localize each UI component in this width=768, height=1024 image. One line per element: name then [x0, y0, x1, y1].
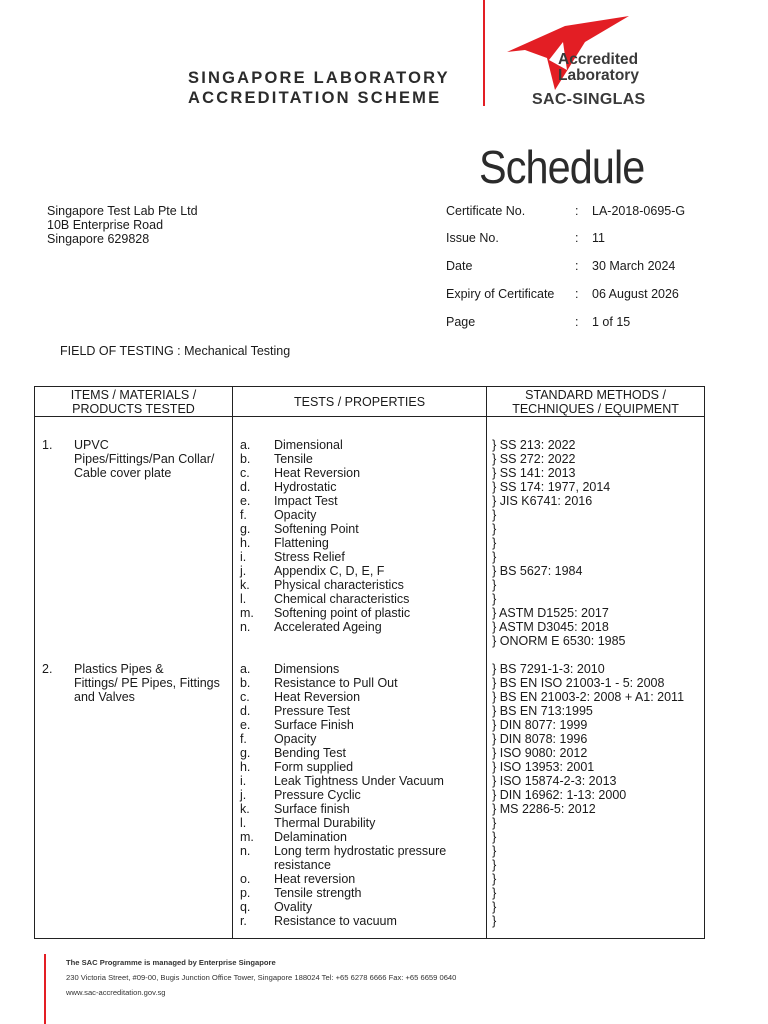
- header-tests: TESTS / PROPERTIES: [232, 387, 486, 417]
- test-letter: n.: [239, 620, 251, 634]
- standard-method: }: [492, 522, 497, 536]
- test-name: Softening point of plastic: [273, 606, 411, 620]
- meta-label: Expiry of Certificate: [446, 287, 555, 301]
- address-line: Singapore Test Lab Pte Ltd: [47, 204, 198, 218]
- footer-website-link[interactable]: www.sac-accreditation.gov.sg: [66, 988, 166, 997]
- test-name: Bending Test: [273, 746, 346, 760]
- test-name: Tensile: [273, 452, 313, 466]
- document-title: Schedule: [479, 141, 645, 193]
- standards-cell: [487, 648, 705, 939]
- meta-colon: :: [575, 287, 579, 301]
- test-letter: r.: [239, 914, 247, 928]
- test-name: resistance: [273, 858, 331, 872]
- item-name-line: Fittings/ PE Pipes, Fittings: [74, 676, 220, 690]
- table-row: [35, 648, 705, 939]
- header-items: [35, 387, 233, 417]
- test-name: Form supplied: [273, 760, 354, 774]
- item-name-line: Plastics Pipes &: [74, 662, 164, 676]
- test-name: Physical characteristics: [273, 578, 404, 592]
- test-name: Chemical characteristics: [273, 592, 410, 606]
- logo-accredited: Accredited: [558, 51, 639, 68]
- meta-value: LA-2018-0695-G: [592, 204, 686, 218]
- test-letter: a.: [239, 662, 251, 676]
- meta-label: Issue No.: [446, 231, 499, 245]
- test-letter: h.: [239, 760, 251, 774]
- address-line: 10B Enterprise Road: [47, 218, 164, 232]
- test-item: [233, 788, 486, 802]
- scheme-title: [188, 68, 450, 108]
- test-letter: l.: [239, 816, 247, 830]
- header-standards-line: STANDARD METHODS /: [525, 387, 666, 402]
- item-number: 1.: [42, 438, 53, 452]
- item-cell: [35, 648, 233, 939]
- standard-method: } ISO 9080: 2012: [492, 746, 588, 760]
- test-item: [233, 466, 486, 480]
- standard-method: } DIN 16962: 1-13: 2000: [492, 788, 627, 802]
- header-standards: [487, 387, 705, 417]
- test-item: [233, 480, 486, 494]
- test-letter: i.: [239, 774, 247, 788]
- meta-value: 1 of 15: [592, 315, 631, 329]
- meta-value: 06 August 2026: [592, 287, 679, 301]
- test-name: Tensile strength: [273, 886, 362, 900]
- test-item: [233, 718, 486, 732]
- meta-colon: :: [575, 231, 579, 245]
- test-name: Flattening: [273, 536, 329, 550]
- test-item: [233, 438, 486, 452]
- header-standards-line: TECHNIQUES / EQUIPMENT: [512, 401, 679, 416]
- meta-colon: :: [575, 259, 579, 273]
- test-item: [233, 914, 486, 928]
- test-letter: b.: [239, 452, 251, 466]
- item-name-line: Pipes/Fittings/Pan Collar/: [74, 452, 215, 466]
- test-item: [233, 704, 486, 718]
- standard-method: }: [492, 900, 497, 914]
- standard-method: }: [492, 550, 497, 564]
- standards-cell: [487, 417, 705, 649]
- footer-managed-by: The SAC Programme is managed by Enterprise Singapore: [66, 958, 276, 967]
- test-item: [233, 620, 486, 634]
- test-letter: c.: [239, 466, 250, 480]
- test-item: [233, 816, 486, 830]
- standard-method: } SS 174: 1977, 2014: [492, 480, 611, 494]
- test-name: Pressure Test: [273, 704, 351, 718]
- test-item: [233, 578, 486, 592]
- test-item: [233, 676, 486, 690]
- item-name-line: UPVC: [74, 438, 109, 452]
- test-name: Resistance to vacuum: [273, 914, 397, 928]
- meta-value: 11: [592, 231, 605, 245]
- standard-method: }: [492, 872, 497, 886]
- test-item: [233, 886, 486, 900]
- header-divider: [483, 0, 485, 106]
- test-name: Heat Reversion: [273, 466, 361, 480]
- meta-label: Date: [446, 259, 473, 273]
- standard-method: } MS 2286-5: 2012: [492, 802, 596, 816]
- meta-colon: :: [575, 315, 579, 329]
- item-cell: [35, 417, 233, 649]
- standard-method: } BS EN 21003-2: 2008 + A1: 2011: [492, 690, 685, 704]
- standard-method: } ASTM D1525: 2017: [492, 606, 609, 620]
- test-letter: d.: [239, 704, 251, 718]
- test-name: Opacity: [273, 508, 317, 522]
- standard-method: } ASTM D3045: 2018: [492, 620, 609, 634]
- test-letter: k.: [239, 802, 250, 816]
- meta-colon: :: [575, 204, 579, 218]
- standard-method: } ISO 13953: 2001: [492, 760, 595, 774]
- test-name: Surface Finish: [273, 718, 354, 732]
- standard-method: } SS 141: 2013: [492, 466, 576, 480]
- standard-method: }: [492, 578, 497, 592]
- test-name: Dimensional: [273, 438, 343, 452]
- scheme-title-line1: SINGAPORE LABORATORY: [188, 69, 450, 87]
- test-letter: f.: [239, 732, 247, 746]
- test-letter: b.: [239, 676, 251, 690]
- test-name: Ovality: [273, 900, 313, 914]
- standard-method: } ONORM E 6530: 1985: [492, 634, 626, 648]
- test-letter: d.: [239, 480, 251, 494]
- tests-cell: [232, 417, 486, 649]
- test-item: [233, 508, 486, 522]
- test-letter: j.: [239, 788, 247, 802]
- standard-method: } BS EN 713:1995: [492, 704, 593, 718]
- test-letter: o.: [239, 872, 251, 886]
- standard-method: } SS 272: 2022: [492, 452, 576, 466]
- test-item: [233, 592, 486, 606]
- meta-value: 30 March 2024: [592, 259, 676, 273]
- test-name: Hydrostatic: [273, 480, 337, 494]
- table-header-row: [35, 387, 705, 417]
- test-item: [233, 844, 486, 858]
- test-letter: m.: [239, 606, 254, 620]
- test-item: [233, 452, 486, 466]
- test-item: [233, 900, 486, 914]
- test-letter: q.: [239, 900, 251, 914]
- test-name: Stress Relief: [273, 550, 345, 564]
- test-item: [233, 494, 486, 508]
- test-name: Leak Tightness Under Vacuum: [273, 774, 444, 788]
- footer: [66, 955, 456, 1000]
- test-item: [233, 536, 486, 550]
- item-number: 2.: [42, 662, 53, 676]
- test-letter: e.: [239, 718, 251, 732]
- test-name: Delamination: [273, 830, 347, 844]
- test-item: [233, 564, 486, 578]
- test-name: Resistance to Pull Out: [273, 676, 398, 690]
- standard-method: }: [492, 886, 497, 900]
- test-name: Dimensions: [273, 662, 340, 676]
- test-letter: l.: [239, 592, 247, 606]
- table-row: [35, 417, 705, 649]
- test-item: [233, 760, 486, 774]
- test-letter: g.: [239, 746, 251, 760]
- standard-method: }: [492, 830, 497, 844]
- standard-method: }: [492, 508, 497, 522]
- meta-label: Page: [446, 315, 476, 329]
- tests-cell: [232, 648, 486, 939]
- test-name: Heat reversion: [273, 872, 356, 886]
- test-name: Heat Reversion: [273, 690, 361, 704]
- address-line: Singapore 629828: [47, 232, 150, 246]
- logo-sac-singlas: SAC-SINGLAS: [532, 91, 646, 108]
- test-item: [233, 606, 486, 620]
- test-name: Impact Test: [273, 494, 338, 508]
- test-letter: e.: [239, 494, 251, 508]
- test-letter: k.: [239, 578, 250, 592]
- footer-address: 230 Victoria Street, #09-00, Bugis Junction Office Tower, Singapore 188024 Tel: +65 6278 6666 Fax: +65 6659 0640: [66, 973, 457, 982]
- test-item: [233, 872, 486, 886]
- footer-divider: [44, 954, 46, 1024]
- logo-laboratory: Laboratory: [558, 67, 639, 84]
- header-items-line: PRODUCTS TESTED: [72, 401, 195, 416]
- item-name-line: and Valves: [74, 690, 135, 704]
- test-item: [233, 746, 486, 760]
- meta-label: Certificate No.: [446, 204, 526, 218]
- schedule-table: [34, 386, 705, 939]
- test-item: [233, 732, 486, 746]
- test-item: [233, 802, 486, 816]
- standard-method: } BS 7291-1-3: 2010: [492, 662, 605, 676]
- test-name: Pressure Cyclic: [273, 788, 361, 802]
- standard-method: } BS EN ISO 21003-1 - 5: 2008: [492, 676, 665, 690]
- test-letter: m.: [239, 830, 254, 844]
- standard-method: } BS 5627: 1984: [492, 564, 583, 578]
- header-items-line: ITEMS / MATERIALS /: [70, 387, 197, 402]
- standard-method: } SS 213: 2022: [492, 438, 576, 452]
- test-item: [233, 774, 486, 788]
- test-item: [233, 690, 486, 704]
- test-letter: a.: [239, 438, 251, 452]
- test-letter: g.: [239, 522, 251, 536]
- test-name: Opacity: [273, 732, 317, 746]
- test-letter: c.: [239, 690, 250, 704]
- test-item: [233, 522, 486, 536]
- test-name: Thermal Durability: [273, 816, 376, 830]
- item-name-line: Cable cover plate: [74, 466, 172, 480]
- test-name: Softening Point: [273, 522, 359, 536]
- test-name: Long term hydrostatic pressure: [273, 844, 447, 858]
- test-name: Appendix C, D, E, F: [273, 564, 385, 578]
- test-letter: p.: [239, 886, 251, 900]
- standard-method: }: [492, 914, 497, 928]
- test-name: Accelerated Ageing: [273, 620, 382, 634]
- standard-method: } DIN 8077: 1999: [492, 718, 588, 732]
- lab-address: [47, 204, 198, 246]
- test-name: Surface finish: [273, 802, 350, 816]
- field-of-testing: FIELD OF TESTING : Mechanical Testing: [60, 344, 291, 358]
- scheme-title-line2: ACCREDITATION SCHEME: [188, 89, 442, 107]
- test-item: [233, 662, 486, 676]
- test-letter: h.: [239, 536, 251, 550]
- standard-method: }: [492, 858, 497, 872]
- standard-method: }: [492, 536, 497, 550]
- test-letter: f.: [239, 508, 247, 522]
- standard-method: } JIS K6741: 2016: [492, 494, 593, 508]
- test-item: [233, 550, 486, 564]
- standard-method: }: [492, 844, 497, 858]
- standard-method: }: [492, 816, 497, 830]
- standard-method: } ISO 15874-2-3: 2013: [492, 774, 617, 788]
- standard-method: }: [492, 592, 497, 606]
- test-letter: n.: [239, 844, 251, 858]
- test-item: [233, 858, 486, 872]
- test-letter: i.: [239, 550, 247, 564]
- standard-method: } DIN 8078: 1996: [492, 732, 588, 746]
- test-item: [233, 830, 486, 844]
- test-letter: j.: [239, 564, 247, 578]
